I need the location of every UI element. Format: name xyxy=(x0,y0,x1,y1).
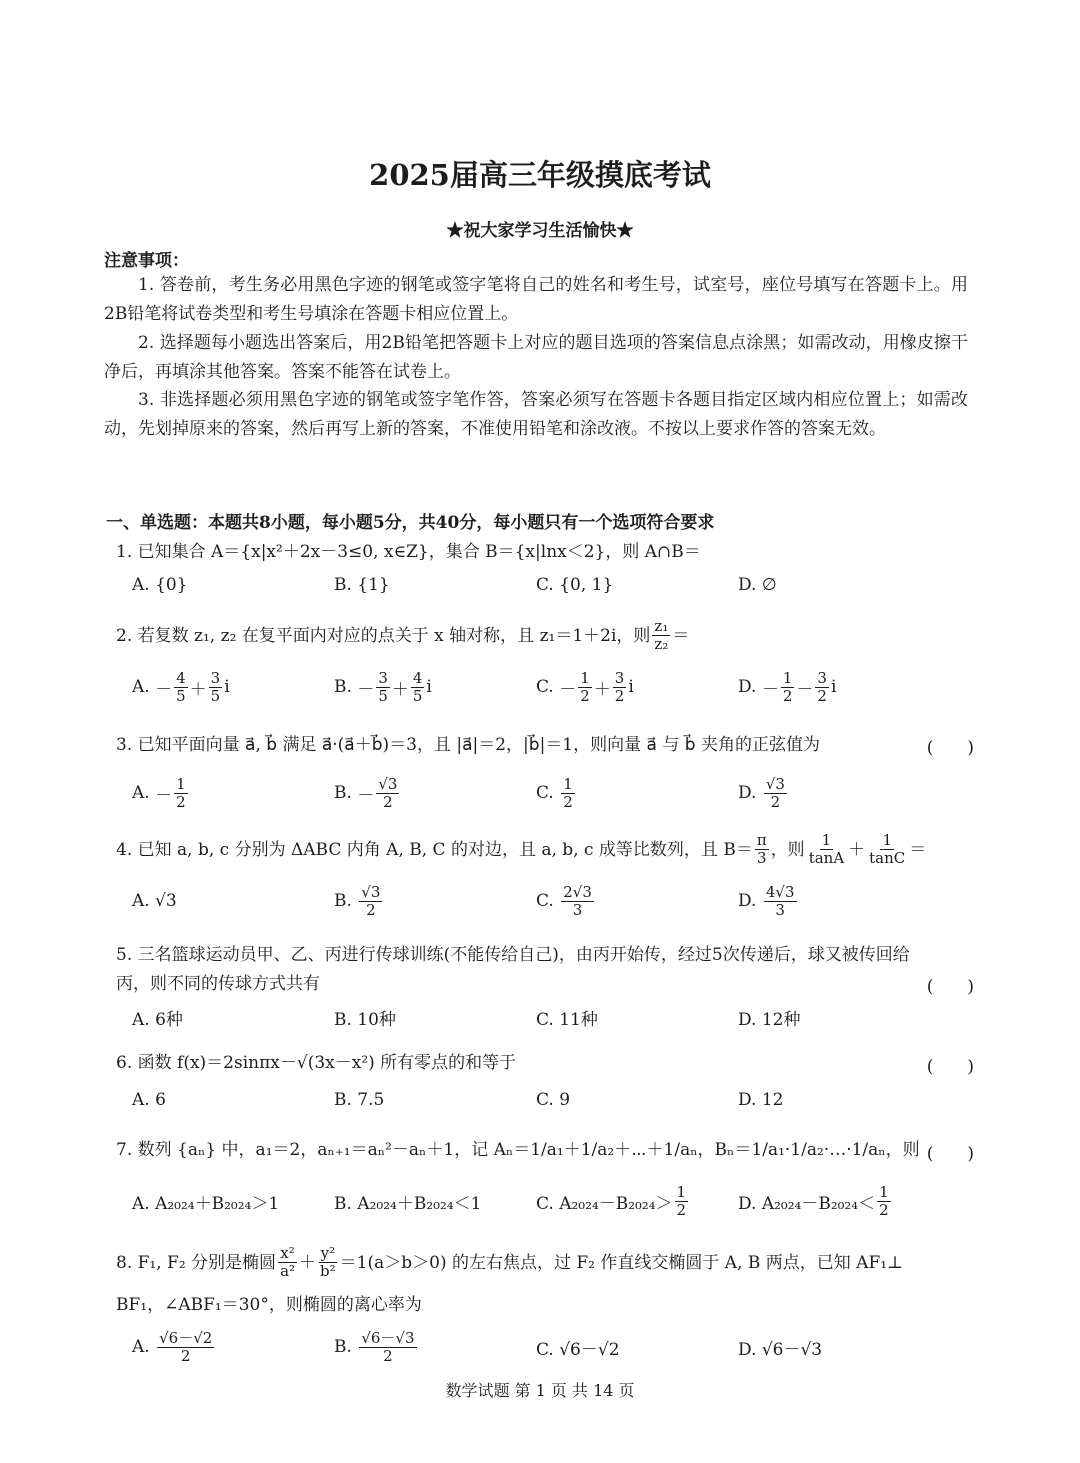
answer-bracket: ( ) xyxy=(926,977,974,997)
fraction: $\frac{\text{z₁}}{\text{z₂}}$ xyxy=(654,617,669,653)
question-2-option-a: A. － $\frac{4}{5}$ ＋ $\frac{3}{5}$ i xyxy=(132,668,230,705)
answer-bracket: ( ) xyxy=(926,738,974,758)
answer-bracket: ( ) xyxy=(926,1057,974,1077)
question-8-option-d: D. √6－√3 xyxy=(738,1339,823,1360)
notice-item-1: 1. 答卷前，考生务必用黑色字迹的钢笔或签字笔将自己的姓名和考生号，试室号，座位号填写在答题卡上。用2B铅笔将试卷类型和考生号填涂在答题卡相应位置上。 xyxy=(104,275,968,324)
question-6-option-c: C. 9 xyxy=(536,1090,571,1110)
question-2-stem: 2. 若复数 z₁, z₂ 在复平面内对应的点关于 x 轴对称，且 z₁＝1＋2i，则 $\frac{\text{z₁}}{\text{z₂}}$ ＝ xyxy=(116,617,690,653)
answer-bracket: ( ) xyxy=(926,1144,974,1164)
question-5-option-c: C. 11种 xyxy=(536,1009,598,1030)
question-4-option-d: D. $\frac{4√3}{3}$ xyxy=(738,882,795,919)
question-1-option-d: D. ∅ xyxy=(738,575,777,595)
question-8-stem-line1: 8. F₁, F₂ 分别是椭圆 $\frac{\text{x²}}{\text{a²}}$ ＋ $\frac{\text{y²}}{\text{b²}}$ ＝1(a＞b＞0) 的左右焦点，过 F₂ 作直线交椭圆于 A, B 两点，已知 AF₁⊥ xyxy=(116,1244,904,1280)
question-6-option-d: D. 12 xyxy=(738,1090,784,1110)
notice-heading: 注意事项： xyxy=(104,251,189,271)
section-heading: 一、单选题：本题共8小题，每小题5分，共40分，每小题只有一个选项符合要求 xyxy=(106,513,715,533)
question-6-option-a: A. 6 xyxy=(132,1090,166,1110)
question-7-option-d: D. A₂₀₂₄－B₂₀₂₄＜ $\frac{1}{2}$ xyxy=(738,1182,889,1219)
question-6-option-b: B. 7.5 xyxy=(334,1090,385,1110)
question-1-option-a: A. {0} xyxy=(132,575,188,595)
question-3-option-b: B. － $\frac{√3}{2}$ xyxy=(334,774,398,811)
question-2-option-c: C. － $\frac{1}{2}$ ＋ $\frac{3}{2}$ i xyxy=(536,668,634,705)
question-7-option-b: B. A₂₀₂₄＋B₂₀₂₄＜1 xyxy=(334,1193,482,1214)
exam-subtitle: ★祝大家学习生活愉快★ xyxy=(446,221,634,241)
question-1-option-b: B. {1} xyxy=(334,575,390,595)
question-3-option-d: D. $\frac{√3}{2}$ xyxy=(738,774,785,811)
page-footer: 数学试题 第 1 页 共 14 页 xyxy=(445,1381,635,1400)
question-4-stem: 4. 已知 a, b, c 分别为 ΔABC 内角 A, B, C 的对边，且 a, b, c 成等比数列，且 B＝ $\frac{\pi}{3}$ ，则 $\frac{1}{\tan A}$ ＋ $\frac{1}{\tan C}$ ＝ xyxy=(116,831,927,867)
question-3-option-a: A. － $\frac{1}{2}$ xyxy=(132,774,186,811)
question-6-stem: 6. 函数 f(x)＝2sinπx－√(3x－x²) 所有零点的和等于 xyxy=(116,1053,517,1073)
question-5-option-a: A. 6种 xyxy=(132,1009,183,1030)
question-8-option-a: A. $\frac{√6-√2}{2}$ xyxy=(132,1328,213,1365)
question-5-stem-line2: 丙，则不同的传球方式共有 xyxy=(116,974,320,994)
question-7-option-c: C. A₂₀₂₄－B₂₀₂₄＞ $\frac{1}{2}$ xyxy=(536,1182,687,1219)
notice-item-3: 3. 非选择题必须用黑色字迹的钢笔或签字笔作答，答案必须写在答题卡各题目指定区域内相应位置上；如需改动，先划掉原来的答案，然后再写上新的答案，不准使用铅笔和涂改液。不按以上要求作答的答案无效。 xyxy=(104,390,968,439)
question-5-option-d: D. 12种 xyxy=(738,1009,801,1030)
question-8-option-b: B. $\frac{√6-√3}{2}$ xyxy=(334,1328,415,1365)
question-8-option-c: C. √6－√2 xyxy=(536,1339,620,1360)
question-2-option-d: D. － $\frac{1}{2}$ － $\frac{3}{2}$ i xyxy=(738,668,837,705)
question-7-stem: 7. 数列 {aₙ} 中，a₁＝2，aₙ₊₁＝aₙ²－aₙ＋1，记 Aₙ＝1/a₁＋1/a₂＋⋯＋1/aₙ，Bₙ＝1/a₁·1/a₂·…·1/aₙ，则 xyxy=(116,1140,920,1160)
question-4-option-a: A. √3 xyxy=(132,891,177,911)
question-2-option-b: B. － $\frac{3}{5}$ ＋ $\frac{4}{5}$ i xyxy=(334,668,432,705)
question-3-option-c: C. $\frac{1}{2}$ xyxy=(536,774,573,811)
question-1-stem: 1. 已知集合 A＝{x|x²＋2x－3≤0, x∈Z}，集合 B＝{x|lnx＜2}，则 A∩B＝ xyxy=(116,542,701,562)
question-7-option-a: A. A₂₀₂₄＋B₂₀₂₄＞1 xyxy=(132,1193,280,1214)
question-8-stem-line2: BF₁，∠ABF₁＝30°，则椭圆的离心率为 xyxy=(116,1295,422,1315)
question-4-option-c: C. $\frac{2√3}{3}$ xyxy=(536,882,592,919)
question-1-option-c: C. {0, 1} xyxy=(536,575,614,595)
question-5-stem-line1: 5. 三名篮球运动员甲、乙、丙进行传球训练(不能传给自己)，由丙开始传，经过5次传递后，球又被传回给 xyxy=(116,945,910,965)
exam-title: 2025届高三年级摸底考试 xyxy=(369,158,711,192)
question-5-option-b: B. 10种 xyxy=(334,1009,396,1030)
question-3-stem: 3. 已知平面向量 a⃗, b⃗ 满足 a⃗·(a⃗＋b⃗)＝3，且 |a⃗|＝2，|b⃗|＝1，则向量 a⃗ 与 b⃗ 夹角的正弦值为 xyxy=(116,735,820,755)
notice-item-2: 2. 选择题每小题选出答案后，用2B铅笔把答题卡上对应的题目选项的答案信息点涂黑；如需改动，用橡皮擦干净后，再填涂其他答案。答案不能答在试卷上。 xyxy=(104,333,968,382)
question-4-option-b: B. $\frac{√3}{2}$ xyxy=(334,882,381,919)
